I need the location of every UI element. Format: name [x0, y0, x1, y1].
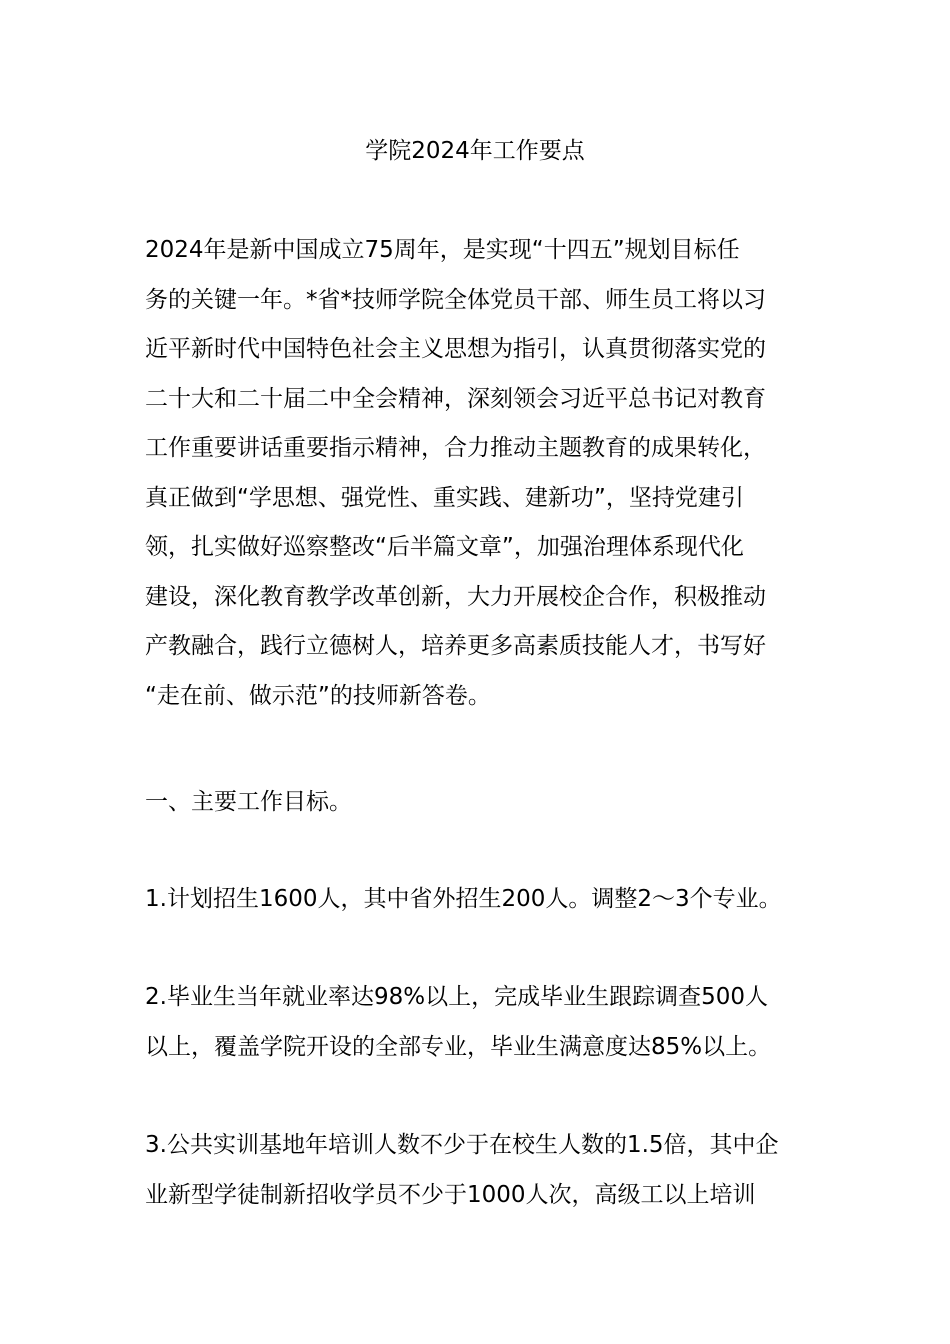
intro-line: 真正做到“学思想、强党性、重实践、建新功”，坚持党建引	[145, 484, 744, 511]
intro-line: 务的关键一年。*省*技师学院全体党员干部、师生员工将以习	[145, 286, 766, 313]
intro-line: 2024年是新中国成立75周年，是实现“十四五”规划目标任	[145, 237, 740, 263]
goal-item-line: 3.公共实训基地年培训人数不少于在校生人数的1.5倍，其中企	[145, 1132, 779, 1158]
intro-paragraph	[145, 226, 810, 721]
section-heading-main-goals	[145, 778, 810, 828]
goal-item-line: 业新型学徒制新招收学员不少于1000人次，高级工以上培训	[145, 1181, 756, 1208]
intro-line: 领，扎实做好巡察整改“后半篇文章”，加强治理体系现代化	[145, 534, 744, 560]
goal-item-line: 1.计划招生1600人，其中省外招生200人。调整2～3个专业。	[145, 886, 782, 912]
intro-line: 建设，深化教育教学改革创新，大力开展校企合作，积极推动	[145, 583, 766, 610]
intro-line: 近平新时代中国特色社会主义思想为指引，认真贯彻落实党的	[145, 336, 766, 362]
goal-item-line: 以上，覆盖学院开设的全部专业，毕业生满意度达85%以上。	[145, 1033, 772, 1060]
goal-item-1	[145, 875, 810, 925]
section-heading-text: 一、主要工作目标。	[145, 789, 352, 815]
intro-line: 二十大和二十届二中全会精神，深刻领会习近平总书记对教育	[145, 385, 766, 412]
intro-line: 产教融合，践行立德树人，培养更多高素质技能人才，书写好	[145, 633, 766, 659]
goal-item-line: 2.毕业生当年就业率达98%以上，完成毕业生跟踪调查500人	[145, 984, 768, 1010]
intro-line: 工作重要讲话重要指示精神，合力推动主题教育的成果转化，	[145, 435, 766, 461]
intro-line: “走在前、做示范”的技师新答卷。	[145, 682, 491, 709]
document-title: 学院2024年工作要点	[365, 138, 585, 164]
goal-item-2	[145, 973, 810, 1072]
goal-item-3	[145, 1121, 810, 1220]
